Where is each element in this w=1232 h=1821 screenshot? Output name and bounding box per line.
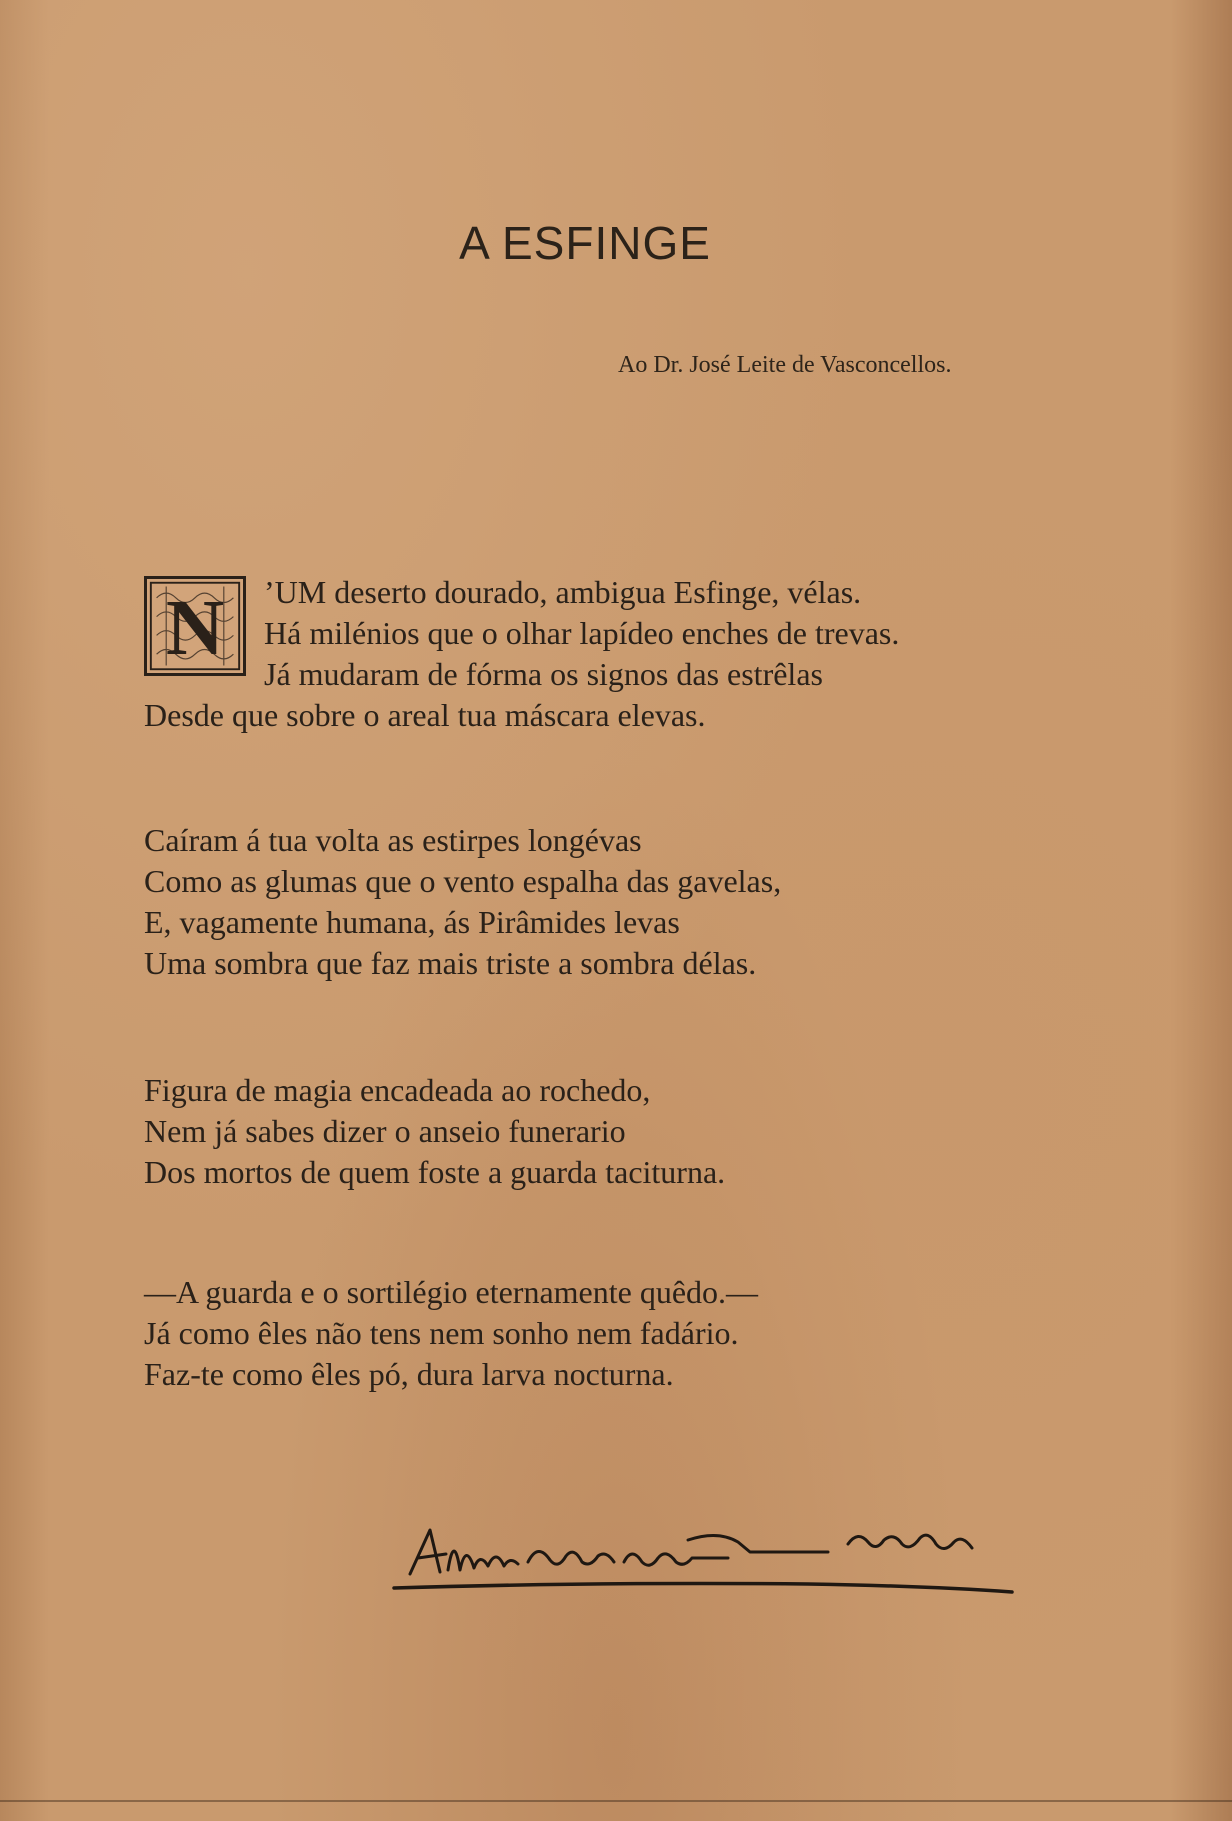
verse-line: —A guarda e o sortilégio eternamente quêdo.— (144, 1274, 759, 1310)
verse-line: Como as glumas que o vento espalha das gavelas, (144, 863, 782, 899)
page-edge-line (0, 1800, 1232, 1802)
verse-line: Faz-te como êles pó, dura larva nocturna. (144, 1356, 674, 1392)
stanza-4 (144, 1272, 758, 1395)
svg-text:N: N (165, 584, 225, 673)
handwritten-signature (388, 1512, 1018, 1602)
verse-line: Uma sombra que faz mais triste a sombra délas. (144, 945, 757, 981)
verse-line: Há milénios que o olhar lapídeo enches de trevas. (264, 615, 900, 651)
verse-line: Já mudaram de fórma os signos das estrêlas (264, 656, 823, 692)
verse-line: Dos mortos de quem foste a guarda taciturna. (144, 1154, 726, 1190)
poem-title: A ESFINGE (459, 217, 711, 269)
dedication: Ao Dr. José Leite de Vasconcellos. (618, 352, 952, 378)
verse-line: E, vagamente humana, ás Pirâmides levas (144, 904, 680, 940)
verse-line: Caíram á tua volta as estirpes longévas (144, 822, 642, 858)
stanza-1 (144, 572, 899, 736)
stanza-3 (144, 1070, 725, 1193)
verse-line: Figura de magia encadeada ao rochedo, (144, 1072, 651, 1108)
verse-line: Desde que sobre o areal tua máscara elevas. (144, 697, 706, 733)
verse-line: Nem já sabes dizer o anseio funerario (144, 1113, 626, 1149)
stanza-2 (144, 820, 781, 984)
verse-line: Já como êles não tens nem sonho nem fadário. (144, 1315, 739, 1351)
verse-line: ’UM deserto dourado, ambigua Esfinge, vélas. (264, 574, 862, 610)
